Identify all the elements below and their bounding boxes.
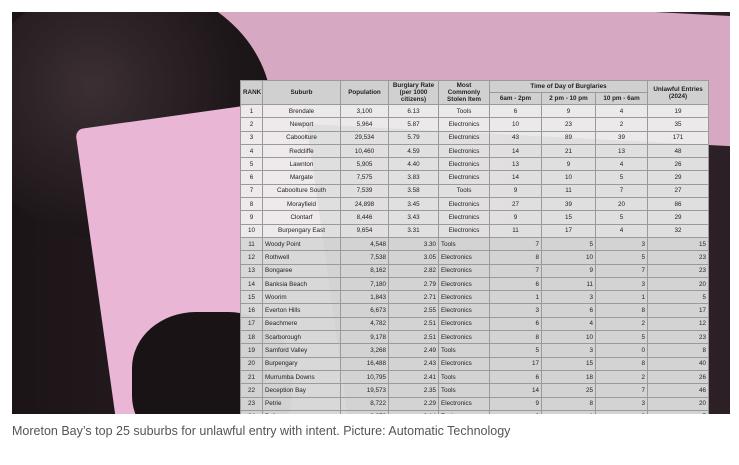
cell-suburb: Lawnton (263, 158, 341, 171)
cell-rank: 21 (241, 370, 263, 383)
cell-entries: 171 (648, 131, 709, 144)
cell-rate: 3.45 (389, 198, 439, 211)
cell-rate: 2.29 (389, 397, 439, 410)
cell-item: Electronics (439, 264, 490, 277)
cell-t3: 3 (596, 277, 648, 290)
cell-population: 8,446 (341, 211, 389, 224)
cell-population: 6,673 (341, 304, 389, 317)
header-time-morning: 6am - 2pm (490, 93, 542, 105)
cell-item: Electronics (439, 118, 490, 131)
cell-suburb: Bongaree (263, 264, 341, 277)
cell-rank: 9 (241, 211, 263, 224)
cell-suburb (263, 410, 341, 414)
burglary-table (240, 80, 709, 414)
cell-item: Electronics (439, 357, 490, 370)
cell-t3: 2 (596, 370, 648, 383)
cell-suburb: Petrie (263, 397, 341, 410)
cell-rate: 2.51 (389, 331, 439, 344)
cell-t1: 9 (490, 211, 542, 224)
cell-t1: 3 (490, 304, 542, 317)
cell-entries: 86 (648, 198, 709, 211)
cell-t1: 7 (490, 264, 542, 277)
cell-entries: 23 (648, 251, 709, 264)
cell-rate: 3.83 (389, 171, 439, 184)
table-row (241, 158, 709, 171)
cell-rank: 20 (241, 357, 263, 370)
cell-rate: 3.43 (389, 211, 439, 224)
cell-rank: 11 (241, 237, 263, 250)
cell-rate: 2.79 (389, 277, 439, 290)
cell-entries: 35 (648, 118, 709, 131)
cell-t2: 10 (542, 331, 596, 344)
cell-t1: 14 (490, 144, 542, 157)
table-row (241, 331, 709, 344)
table-row (241, 224, 709, 237)
cell-t2: 10 (542, 171, 596, 184)
cell-suburb: Rothwell (263, 251, 341, 264)
cell-entries: 32 (648, 224, 709, 237)
cell-population: 4,548 (341, 237, 389, 250)
cell-t3: 7 (596, 264, 648, 277)
cell-item: Electronics (439, 158, 490, 171)
cell-entries: 26 (648, 158, 709, 171)
cell-t3: 4 (596, 158, 648, 171)
cell-t3: 8 (596, 304, 648, 317)
cell-item: Tools (439, 184, 490, 197)
cell-t1: 13 (490, 158, 542, 171)
cell-entries: 19 (648, 105, 709, 118)
cell-rank: 18 (241, 331, 263, 344)
cell-population: 7,575 (341, 171, 389, 184)
photo-caption: Moreton Bay’s top 25 suburbs for unlawful entry with intent. Picture: Automatic Technology (12, 424, 511, 438)
cell-entries: 40 (648, 357, 709, 370)
cell-rank: 4 (241, 144, 263, 157)
cell-t3: 4 (596, 105, 648, 118)
cell-rank: 2 (241, 118, 263, 131)
cell-rank: 1 (241, 105, 263, 118)
cell-t3: 13 (596, 144, 648, 157)
cell-t1 (490, 410, 542, 414)
cell-suburb: Margate (263, 171, 341, 184)
table-row (241, 118, 709, 131)
cell-item: Electronics (439, 251, 490, 264)
cell-rate: 5.87 (389, 118, 439, 131)
cell-rank (241, 410, 263, 414)
cell-item (439, 410, 490, 414)
cell-population: 9,654 (341, 224, 389, 237)
cell-item: Electronics (439, 304, 490, 317)
cell-t3: 5 (596, 331, 648, 344)
cell-population: 10,460 (341, 144, 389, 157)
cell-rate: 2.82 (389, 264, 439, 277)
cell-t3: 2 (596, 317, 648, 330)
cell-t1: 17 (490, 357, 542, 370)
cell-t3: 5 (596, 251, 648, 264)
cell-t2: 39 (542, 198, 596, 211)
cell-rank: 10 (241, 224, 263, 237)
cell-t3: 3 (596, 237, 648, 250)
cell-population: 8,162 (341, 264, 389, 277)
cell-t3: 4 (596, 224, 648, 237)
cell-entries: 29 (648, 171, 709, 184)
cell-rate: 3.58 (389, 184, 439, 197)
cell-item: Tools (439, 237, 490, 250)
table-row (241, 105, 709, 118)
table-row (241, 144, 709, 157)
table-row (241, 397, 709, 410)
cell-item: Electronics (439, 277, 490, 290)
cell-t1: 14 (490, 171, 542, 184)
cell-population: 3,100 (341, 105, 389, 118)
cell-suburb: Scarborough (263, 331, 341, 344)
cell-rank: 3 (241, 131, 263, 144)
cell-suburb: Burpengary (263, 357, 341, 370)
cell-item: Tools (439, 370, 490, 383)
cell-rank: 17 (241, 317, 263, 330)
cell-rank: 14 (241, 277, 263, 290)
cell-suburb: Woody Point (263, 237, 341, 250)
cell-population: 10,795 (341, 370, 389, 383)
cell-t3: 20 (596, 198, 648, 211)
cell-t2: 9 (542, 264, 596, 277)
table-row (241, 317, 709, 330)
cell-t3: 5 (596, 211, 648, 224)
cell-entries: 5 (648, 291, 709, 304)
header-population: Population (341, 81, 389, 105)
cell-t2: 15 (542, 357, 596, 370)
cell-suburb: Woorim (263, 291, 341, 304)
cell-population: 1,843 (341, 291, 389, 304)
cell-t2: 11 (542, 277, 596, 290)
cell-suburb: Burpengary East (263, 224, 341, 237)
cell-t3: 8 (596, 357, 648, 370)
cell-rate: 2.43 (389, 357, 439, 370)
cell-suburb: Clontarf (263, 211, 341, 224)
cell-entries: 8 (648, 344, 709, 357)
cell-rank: 15 (241, 291, 263, 304)
cell-entries: 48 (648, 144, 709, 157)
cell-t1: 1 (490, 291, 542, 304)
cell-population (341, 410, 389, 414)
cell-t2: 3 (542, 344, 596, 357)
cell-suburb: Caboolture (263, 131, 341, 144)
cell-rank: 8 (241, 198, 263, 211)
cell-t2: 11 (542, 184, 596, 197)
cell-t3: 7 (596, 184, 648, 197)
cell-rank: 13 (241, 264, 263, 277)
cell-suburb: Redcliffe (263, 144, 341, 157)
cell-t3: 39 (596, 131, 648, 144)
table-row (241, 184, 709, 197)
header-burglary-rate: Burglary Rate (per 1000 citizens) (389, 81, 439, 105)
cell-entries (648, 410, 709, 414)
cell-entries: 23 (648, 264, 709, 277)
table-row (241, 291, 709, 304)
cell-population: 7,180 (341, 277, 389, 290)
header-rank: RANK (241, 81, 263, 105)
cell-t3: 3 (596, 397, 648, 410)
cell-rank: 22 (241, 384, 263, 397)
cell-t2: 23 (542, 118, 596, 131)
table-row (241, 304, 709, 317)
cell-suburb: Deception Bay (263, 384, 341, 397)
cell-rank: 23 (241, 397, 263, 410)
table-row (241, 370, 709, 383)
cell-t1: 6 (490, 105, 542, 118)
header-time-afternoon: 2 pm - 10 pm (542, 93, 596, 105)
cell-rate: 2.49 (389, 344, 439, 357)
cell-rate: 2.71 (389, 291, 439, 304)
cell-rank: 12 (241, 251, 263, 264)
cell-entries: 12 (648, 317, 709, 330)
cell-t1: 6 (490, 317, 542, 330)
header-time-of-day: Time of Day of Burglaries (490, 81, 648, 93)
cell-population: 4,782 (341, 317, 389, 330)
cell-t2: 25 (542, 384, 596, 397)
article-photo (12, 12, 730, 414)
table-row (241, 357, 709, 370)
cell-t2: 89 (542, 131, 596, 144)
cell-t1: 11 (490, 224, 542, 237)
cell-entries: 27 (648, 184, 709, 197)
cell-item: Electronics (439, 224, 490, 237)
cell-t2: 15 (542, 211, 596, 224)
cell-rate: 4.59 (389, 144, 439, 157)
cell-t2: 5 (542, 237, 596, 250)
cell-rank: 19 (241, 344, 263, 357)
cell-t2: 18 (542, 370, 596, 383)
cell-t1: 43 (490, 131, 542, 144)
cell-rank: 7 (241, 184, 263, 197)
header-stolen-item: Most Commonly Stolen Item (439, 81, 490, 105)
cell-rate: 5.79 (389, 131, 439, 144)
header-time-night: 10 pm - 6am (596, 93, 648, 105)
table-row (241, 264, 709, 277)
table-row (241, 410, 709, 414)
cell-rate: 6.13 (389, 105, 439, 118)
cell-t2: 17 (542, 224, 596, 237)
cell-t3: 0 (596, 344, 648, 357)
cell-t2: 8 (542, 397, 596, 410)
cell-item: Electronics (439, 397, 490, 410)
cell-t2: 4 (542, 317, 596, 330)
cell-population: 7,538 (341, 251, 389, 264)
cell-suburb: Samford Valley (263, 344, 341, 357)
cell-t1: 8 (490, 251, 542, 264)
cell-entries: 46 (648, 384, 709, 397)
cell-item: Electronics (439, 198, 490, 211)
cell-population: 8,722 (341, 397, 389, 410)
cell-population: 24,898 (341, 198, 389, 211)
cell-rate: 3.30 (389, 237, 439, 250)
cell-population: 5,964 (341, 118, 389, 131)
cell-t3 (596, 410, 648, 414)
cell-rate: 2.35 (389, 384, 439, 397)
cell-t1: 5 (490, 344, 542, 357)
cell-t3: 7 (596, 384, 648, 397)
table-row (241, 344, 709, 357)
cell-item: Electronics (439, 331, 490, 344)
table-body (241, 105, 709, 415)
burglary-table-sheet (240, 80, 708, 414)
cell-item: Electronics (439, 131, 490, 144)
cell-suburb: Brendale (263, 105, 341, 118)
cell-t3: 2 (596, 118, 648, 131)
cell-suburb: Morayfield (263, 198, 341, 211)
cell-rate: 2.51 (389, 317, 439, 330)
cell-suburb: Everton Hills (263, 304, 341, 317)
header-unlawful-entries: Unlawful Entries (2024) (648, 81, 709, 105)
cell-population: 29,534 (341, 131, 389, 144)
cell-t1: 7 (490, 237, 542, 250)
cell-rate (389, 410, 439, 414)
cell-t2: 6 (542, 304, 596, 317)
table-row (241, 211, 709, 224)
cell-t2 (542, 410, 596, 414)
cell-t1: 14 (490, 384, 542, 397)
cell-item: Electronics (439, 291, 490, 304)
header-suburb: Suburb (263, 81, 341, 105)
cell-item: Tools (439, 105, 490, 118)
table-row (241, 198, 709, 211)
cell-rank: 5 (241, 158, 263, 171)
cell-t1: 6 (490, 370, 542, 383)
table-row (241, 251, 709, 264)
cell-t1: 6 (490, 277, 542, 290)
cell-entries: 23 (648, 331, 709, 344)
cell-population: 3,268 (341, 344, 389, 357)
cell-t2: 3 (542, 291, 596, 304)
cell-t2: 21 (542, 144, 596, 157)
cell-suburb: Banksia Beach (263, 277, 341, 290)
cell-t2: 10 (542, 251, 596, 264)
cell-item: Electronics (439, 171, 490, 184)
cell-t2: 9 (542, 158, 596, 171)
cell-suburb: Murrumba Downs (263, 370, 341, 383)
cell-rank: 6 (241, 171, 263, 184)
cell-suburb: Beachmere (263, 317, 341, 330)
cell-rate: 3.31 (389, 224, 439, 237)
cell-t1: 8 (490, 331, 542, 344)
cell-rank: 16 (241, 304, 263, 317)
cell-item: Tools (439, 384, 490, 397)
cell-item: Tools (439, 344, 490, 357)
table-row (241, 384, 709, 397)
table-row (241, 237, 709, 250)
cell-entries: 15 (648, 237, 709, 250)
cell-population: 7,539 (341, 184, 389, 197)
cell-entries: 26 (648, 370, 709, 383)
cell-population: 19,573 (341, 384, 389, 397)
cell-rate: 4.40 (389, 158, 439, 171)
cell-rate: 2.41 (389, 370, 439, 383)
cell-rate: 2.55 (389, 304, 439, 317)
cell-suburb: Caboolture South (263, 184, 341, 197)
cell-entries: 29 (648, 211, 709, 224)
cell-entries: 20 (648, 397, 709, 410)
cell-t1: 27 (490, 198, 542, 211)
cell-item: Electronics (439, 317, 490, 330)
cell-entries: 17 (648, 304, 709, 317)
cell-suburb: Newport (263, 118, 341, 131)
cell-population: 5,905 (341, 158, 389, 171)
cell-t1: 10 (490, 118, 542, 131)
cell-t2: 9 (542, 105, 596, 118)
cell-t3: 5 (596, 171, 648, 184)
cell-entries: 20 (648, 277, 709, 290)
table-row (241, 171, 709, 184)
cell-t1: 9 (490, 397, 542, 410)
cell-population: 16,488 (341, 357, 389, 370)
cell-t1: 9 (490, 184, 542, 197)
cell-rate: 3.05 (389, 251, 439, 264)
cell-population: 9,178 (341, 331, 389, 344)
table-row (241, 131, 709, 144)
table-row (241, 277, 709, 290)
cell-item: Electronics (439, 211, 490, 224)
cell-item: Electronics (439, 144, 490, 157)
cell-t3: 1 (596, 291, 648, 304)
